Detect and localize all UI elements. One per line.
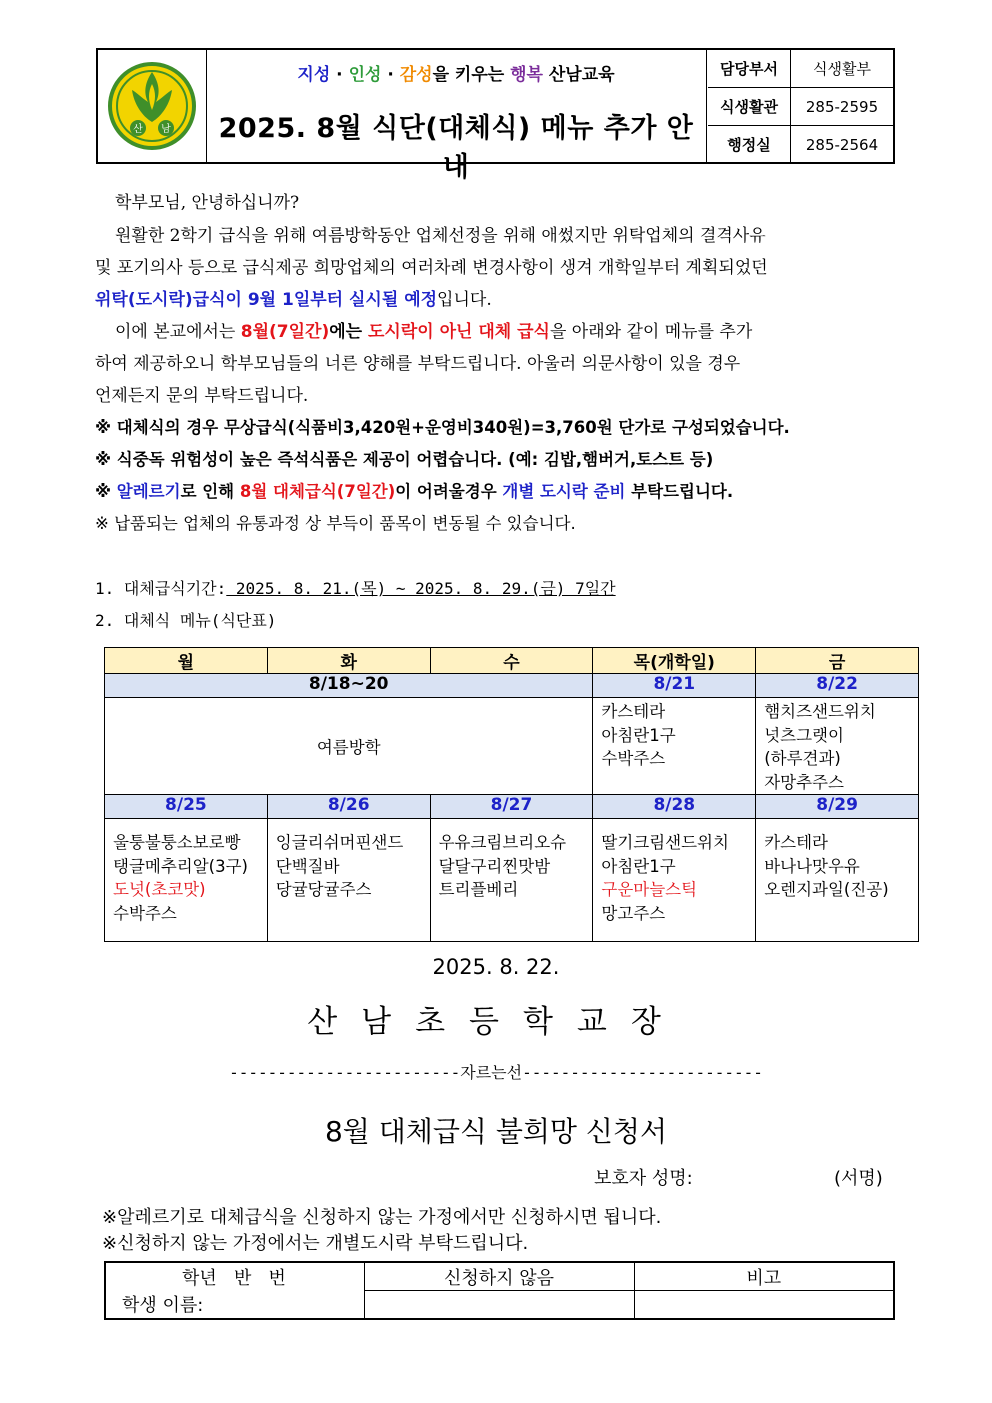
- info-row-dept: [708, 50, 893, 88]
- menu-item: 트리플베리: [438, 880, 519, 899]
- menu-item: 카스테라: [764, 833, 828, 852]
- slogan: [206, 60, 706, 85]
- info-value: 285-2564: [805, 135, 879, 154]
- day-wed: 수: [430, 648, 593, 674]
- note-supply: ※ 납품되는 업체의 유통과정 상 부득이 품목이 변동될 수 있습니다.: [95, 514, 576, 533]
- menu-item: 당귤당귤주스: [275, 880, 372, 899]
- slogan-part1: 지성: [297, 65, 331, 85]
- cut-line: ------------------------자르는선-------------------------: [229, 1063, 763, 1082]
- not-applying-field[interactable]: [364, 1291, 634, 1320]
- period-line: [95, 573, 616, 605]
- slogan-part6: 산남교육: [542, 65, 615, 85]
- menu-item: 딸기크림샌드위치: [601, 833, 729, 852]
- para2-line1: [115, 316, 918, 348]
- signature-mark: (서명): [834, 1168, 883, 1189]
- menu-item: 자망추주스: [764, 772, 844, 792]
- slogan-part5: 행복: [510, 65, 543, 85]
- para2-period: 8월(7일간): [240, 322, 330, 342]
- school-logo: [98, 50, 206, 162]
- week2-menu: [105, 819, 919, 942]
- apply-row-2: [105, 1291, 894, 1320]
- apply-row-1: [105, 1262, 894, 1291]
- slogan-part2: 인성: [348, 65, 382, 85]
- slogan-part4: 을 키우는: [432, 65, 511, 85]
- menu-cell: [105, 819, 268, 942]
- menu-item: 햄치즈샌드위치: [764, 702, 876, 721]
- note-allergy: [95, 476, 733, 508]
- menu-item: 탱글메추리알(3구): [113, 856, 248, 876]
- logo-cell: [98, 50, 207, 162]
- info-row-cafeteria: [708, 88, 893, 126]
- application-table: [104, 1261, 895, 1320]
- info-key: 행정실: [708, 126, 791, 163]
- logo-text-right: 남: [161, 124, 171, 135]
- para2-alt-meal: 도시락이 아닌 대체 급식: [368, 322, 550, 342]
- date-cell: 8/28: [593, 795, 756, 819]
- menu-day-header: [105, 648, 919, 674]
- note3-period: 8월 대체급식(7일간): [239, 482, 396, 501]
- menu-item: 우유크림브리오슈: [438, 833, 567, 852]
- menu-item: 수박주스: [601, 749, 666, 768]
- menu-cell: [593, 819, 756, 942]
- pilot-start-emphasis: 위탁(도시락)급식이 9월 1일부터 실시될 예정: [95, 290, 438, 310]
- para1-line3: [95, 284, 898, 316]
- menu-item: 카스테라: [601, 702, 666, 721]
- title-cell: [206, 50, 707, 183]
- menu-cell: [267, 819, 430, 942]
- menu-item: 망고주스: [601, 903, 666, 923]
- menu-item: (하루견과): [764, 749, 841, 768]
- period-label: 1. 대체급식기간:: [95, 579, 227, 598]
- vacation-cell: 여름방학: [105, 698, 593, 795]
- week2-dates: [105, 795, 919, 819]
- week1-menu: [105, 698, 919, 795]
- principal-signature-line: 산남초등학교장: [307, 1004, 685, 1040]
- day-thu: 목(개학일): [593, 648, 756, 674]
- page-title: 2025. 8월 식단(대체식) 메뉴 추가 안내: [218, 113, 694, 183]
- allergy-word: 알레르기: [116, 482, 181, 501]
- para2-line3: 언제든지 문의 부탁드립니다.: [95, 386, 309, 406]
- menu-item: 도넛(초코맛): [113, 880, 206, 899]
- student-name-text: 학생 이름:: [122, 1295, 204, 1317]
- date-cell: 8/29: [756, 795, 919, 819]
- info-value: 285-2595: [805, 97, 879, 116]
- menu-item: 잉글리쉬머핀샌드: [275, 833, 404, 852]
- student-name-label: [105, 1291, 364, 1320]
- menu-cell: [430, 819, 593, 942]
- para2-pre: 이에 본교에서는: [115, 322, 241, 342]
- menu-item: 바나나맛우유: [764, 856, 860, 876]
- period-value: 2025. 8. 21.(목) ~ 2025. 8. 29.(금) 7일간: [226, 579, 616, 598]
- grade-class-number-text: 학년 반 번: [182, 1267, 286, 1289]
- para1-line2: 및 포기의사 등으로 급식제공 희망업체의 여러차례 변경사항이 생겨 개학일부터 계획되었던: [95, 258, 768, 278]
- document-header: [96, 48, 895, 183]
- guardian-name-label: 보호자 성명:: [594, 1168, 693, 1189]
- note3-lunchbox: 개별 도시락 준비: [502, 482, 626, 501]
- para2-line2: 하여 제공하오니 학부모님들의 너른 양해를 부탁드립니다. 아울러 의문사항이 있을 경우: [95, 354, 741, 374]
- menu-cell: [756, 819, 919, 942]
- greeting: 학부모님, 안녕하십니까?: [115, 193, 300, 213]
- form-note-1: ※알레르기로 대체급식을 신청하지 않는 가정에서만 신청하시면 됩니다.: [102, 1207, 662, 1228]
- contact-info: [708, 50, 893, 162]
- menu-cell: [593, 698, 756, 795]
- slogan-dot2: ·: [381, 65, 400, 85]
- note3-t1: 로 인해: [180, 482, 240, 501]
- date-cell: 8/22: [756, 674, 919, 698]
- date-cell: 8/25: [105, 795, 268, 819]
- issue-date: 2025. 8. 22.: [432, 955, 560, 979]
- info-key: 식생활관: [708, 88, 791, 125]
- not-applying-header: 신청하지 않음: [364, 1262, 634, 1291]
- menu-item: 울퉁불퉁소보로빵: [113, 833, 241, 852]
- week1-dates: [105, 674, 919, 698]
- menu-label: 2. 대체식 메뉴(식단표): [95, 611, 277, 630]
- note3-t2: 이 어려울경우: [395, 482, 503, 501]
- menu-item: 단백질바: [275, 856, 340, 876]
- menu-item: 수박주스: [113, 903, 177, 923]
- date-range: 8/18~20: [105, 674, 593, 698]
- para2-tail: 을 아래와 같이 메뉴를 추가: [549, 322, 753, 342]
- info-value: 식생활부: [813, 60, 871, 78]
- menu-item: 넛츠그랫이: [764, 725, 844, 745]
- menu-item: 아침란1구: [601, 856, 676, 876]
- slogan-part3: 감성: [399, 65, 433, 85]
- menu-item: 오렌지과일(진공): [764, 880, 889, 899]
- day-fri: 금: [756, 648, 919, 674]
- menu-table: [104, 647, 919, 942]
- slogan-dot1: ·: [330, 65, 349, 85]
- note-mark: ※: [95, 482, 117, 501]
- note-free-meal: ※ 대체식의 경우 무상급식(식품비3,420원+운영비340원)=3,760원 단가로 구성되었습니다.: [95, 418, 790, 437]
- remarks-field[interactable]: [634, 1291, 894, 1320]
- date-cell: 8/21: [593, 674, 756, 698]
- day-mon: 월: [105, 648, 268, 674]
- form-title: 8월 대체급식 불희망 신청서: [324, 1115, 668, 1148]
- date-cell: 8/26: [267, 795, 430, 819]
- para1-tail: 입니다.: [437, 290, 492, 310]
- menu-item: 아침란1구: [601, 725, 676, 745]
- day-tue: 화: [267, 648, 430, 674]
- date-cell: 8/27: [430, 795, 593, 819]
- para2-mid: 에는: [329, 322, 368, 342]
- menu-item: 달달구리찐맛밤: [438, 856, 551, 876]
- note-food-poisoning: ※ 식중독 위험성이 높은 즉석식품은 제공이 어렵습니다. (예: 김밥,햄버거,토스트 등): [95, 450, 714, 469]
- note3-t3: 부탁드립니다.: [625, 482, 734, 501]
- menu-cell: [756, 698, 919, 795]
- form-note-2: ※신청하지 않는 가정에서는 개별도시락 부탁드립니다.: [102, 1233, 529, 1254]
- info-row-admin: [708, 126, 893, 163]
- logo-text-left: 산: [133, 124, 143, 135]
- para1-line1: 원활한 2학기 급식을 위해 여름방학동안 업체선정을 위해 애썼지만 위탁업체의 결격사유: [115, 226, 766, 246]
- remarks-header: 비고: [634, 1262, 894, 1291]
- info-key: 담당부서: [708, 50, 791, 87]
- grade-class-number-label: [105, 1262, 364, 1291]
- menu-item: 구운마늘스틱: [601, 880, 698, 899]
